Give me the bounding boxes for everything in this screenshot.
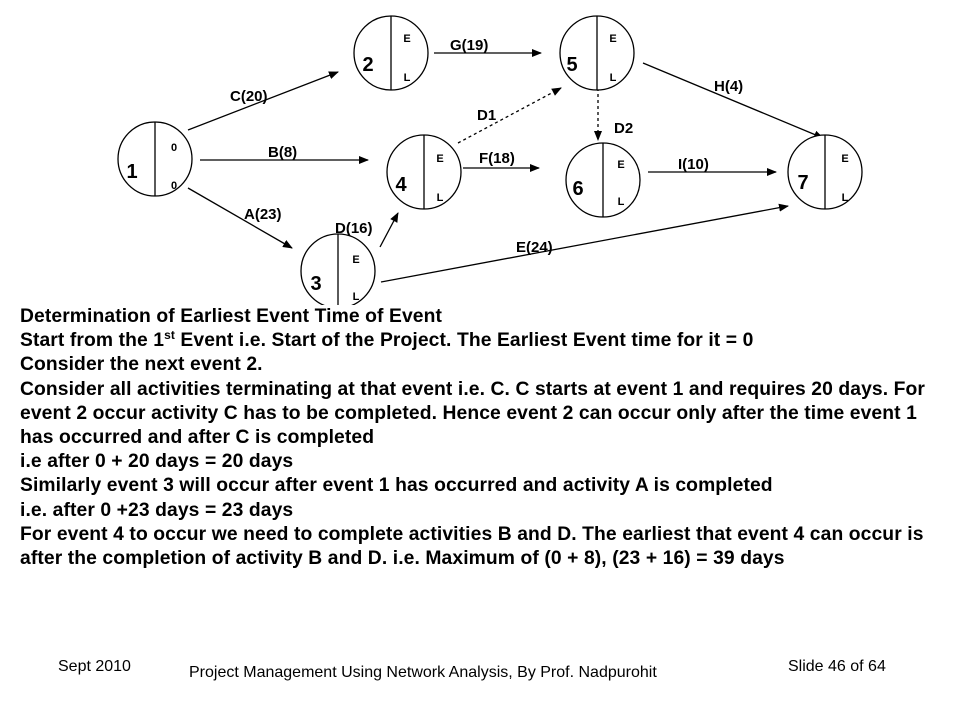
- label-d2: D2: [614, 120, 634, 137]
- node-3: [301, 234, 375, 305]
- arrow-d: [380, 213, 398, 247]
- label-a: A(23): [244, 206, 282, 223]
- paragraph-event-3: Similarly event 3 will occur after event 1 has occurred and activity A is completed: [20, 475, 773, 497]
- arrow-d1-dummy: [458, 88, 561, 143]
- node-4-earliest: E: [436, 153, 444, 165]
- node-1: [118, 122, 192, 196]
- node-5-latest: L: [609, 72, 617, 84]
- paragraph-event-2-result: i.e after 0 + 20 days = 20 days: [20, 451, 294, 473]
- node-2: [354, 16, 428, 90]
- node-2-latest: L: [403, 72, 411, 84]
- slide-footer: [0, 658, 960, 688]
- paragraph-event-3-result: i.e. after 0 +23 days = 23 days: [20, 499, 294, 521]
- node-4-latest: L: [436, 192, 444, 204]
- label-b: B(8): [268, 144, 298, 161]
- explanation-text: [20, 305, 955, 571]
- node-7: [788, 135, 862, 209]
- node-6-number: 6: [572, 178, 584, 200]
- node-3-number: 3: [310, 273, 322, 295]
- label-d: D(16): [335, 220, 373, 237]
- network-diagram: [0, 0, 960, 305]
- paragraph-event-4: For event 4 to occur we need to complete activities B and D. The earliest that event 4 can occur is after the completion of activity B and D. i.e. Maximum of (0 + 8), (23 + 16) = 39 days: [20, 523, 924, 570]
- paragraph-event-2: Consider all activities terminating at that event i.e. C. C starts at event 1 and requires 20 days. For event 2 occur activity C has to be completed. Hence event 2 can occur only after the time event 1 has occurred and after C is completed: [20, 378, 926, 449]
- node-7-number: 7: [797, 172, 809, 194]
- node-6-latest: L: [617, 196, 625, 208]
- node-5-earliest: E: [609, 33, 617, 45]
- footer-date: Sept 2010: [58, 658, 131, 675]
- label-d1: D1: [477, 107, 497, 124]
- node-5: [560, 16, 634, 90]
- node-1-latest: 0: [170, 180, 178, 192]
- node-4: [387, 135, 461, 209]
- node-6: [566, 143, 640, 217]
- label-c: C(20): [230, 88, 268, 105]
- paragraph-start: Start from the 1st Event i.e. Start of the Project. The Earliest Event time for it = 0: [20, 328, 754, 352]
- heading: Determination of Earliest Event Time of Event: [20, 306, 443, 327]
- label-h: H(4): [714, 78, 744, 95]
- label-f: F(18): [479, 150, 515, 167]
- node-7-earliest: E: [841, 153, 849, 165]
- node-2-earliest: E: [403, 33, 411, 45]
- label-g: G(19): [450, 37, 489, 54]
- node-2-number: 2: [362, 54, 374, 76]
- label-i: I(10): [678, 156, 709, 173]
- arrow-e: [381, 206, 788, 282]
- footer-title: Project Management Using Network Analysis, By Prof. Nadpurohit: [189, 664, 657, 681]
- node-1-number: 1: [126, 161, 138, 183]
- paragraph-next-event: Consider the next event 2.: [20, 354, 263, 376]
- arrow-h: [643, 63, 823, 138]
- node-3-earliest: E: [352, 254, 360, 266]
- node-6-earliest: E: [617, 159, 625, 171]
- node-7-latest: L: [841, 192, 849, 204]
- node-1-earliest: 0: [170, 142, 178, 154]
- node-4-number: 4: [395, 174, 407, 196]
- node-3-latest: L: [352, 291, 360, 303]
- label-e: E(24): [516, 239, 553, 256]
- node-5-number: 5: [566, 54, 578, 76]
- footer-slide-number: Slide 46 of 64: [788, 658, 886, 675]
